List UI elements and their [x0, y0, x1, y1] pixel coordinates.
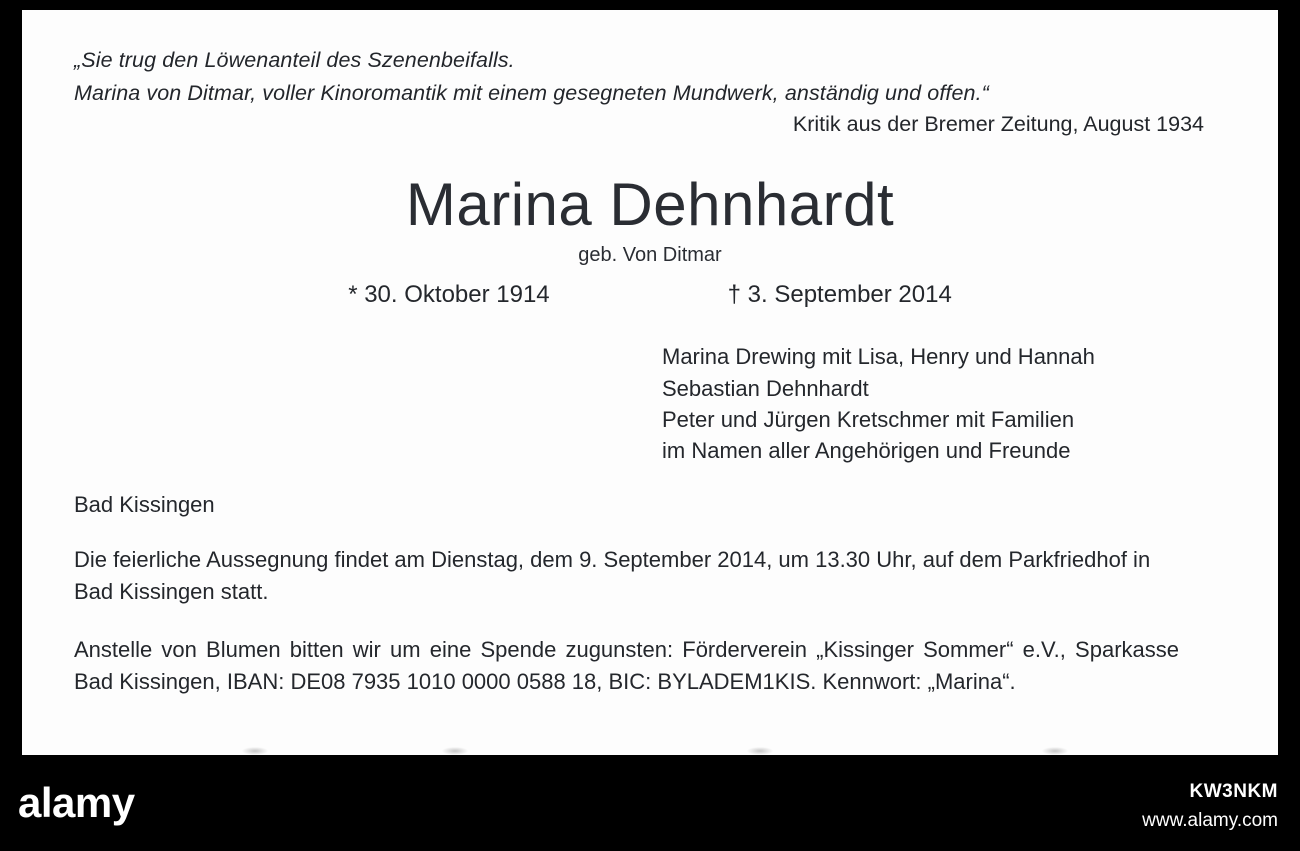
watermark-info	[1142, 777, 1278, 836]
scan-shadow-mark	[747, 747, 773, 755]
obituary-card	[22, 10, 1278, 755]
life-dates	[74, 281, 1226, 309]
quote-line-2: Marina von Ditmar, voller Kinoromantik mit einem gesegneten Mundwerk, anständig und offen.“	[74, 80, 989, 105]
scan-shadow-mark	[242, 747, 268, 755]
survivor-line: Sebastian Dehnhardt	[662, 375, 869, 401]
quote-line-1: „Sie trug den Löwenanteil des Szenenbeifalls.	[74, 48, 515, 72]
survivors-list	[74, 341, 1226, 466]
survivor-line: Marina Drewing mit Lisa, Henry und Hannah	[662, 344, 1095, 370]
death-date: † 3. September 2014	[727, 281, 952, 309]
deceased-name: Marina Dehnhardt	[405, 171, 895, 239]
maiden-name: geb. Von Ditmar	[578, 244, 722, 267]
quote-source: Kritik aus der Bremer Zeitung, August 1934	[792, 112, 1204, 137]
survivor-line: im Namen aller Angehörigen und Freunde	[662, 438, 1071, 464]
donation-paragraph: Anstelle von Blumen bitten wir um eine Spende zugunsten: Förderverein „Kissinger Sommer“ e.V., Sparkasse Bad Kissingen, IBAN: DE08 7935 1010 0000 0588 18, BIC: BYLADEM1KIS. Kennwort: „Marina“.	[74, 637, 1179, 694]
ceremony-paragraph: Die feierliche Aussegnung findet am Dienstag, dem 9. September 2014, um 13.30 Uhr, auf dem Parkfriedhof in Bad Kissingen statt.	[74, 547, 1151, 605]
city-label: Bad Kissingen	[74, 492, 215, 518]
birth-date: * 30. Oktober 1914	[348, 281, 550, 309]
alamy-logo: alamy	[18, 779, 135, 826]
image-code: KW3NKM	[1189, 781, 1278, 802]
watermark-website: www.alamy.com	[1142, 810, 1278, 832]
scan-shadow-mark	[1042, 747, 1068, 755]
alamy-watermark-bar	[0, 765, 1300, 851]
quote-block	[74, 44, 1226, 109]
survivor-line: Peter und Jürgen Kretschmer mit Familien	[662, 406, 1075, 432]
scan-shadow-mark	[442, 747, 468, 755]
